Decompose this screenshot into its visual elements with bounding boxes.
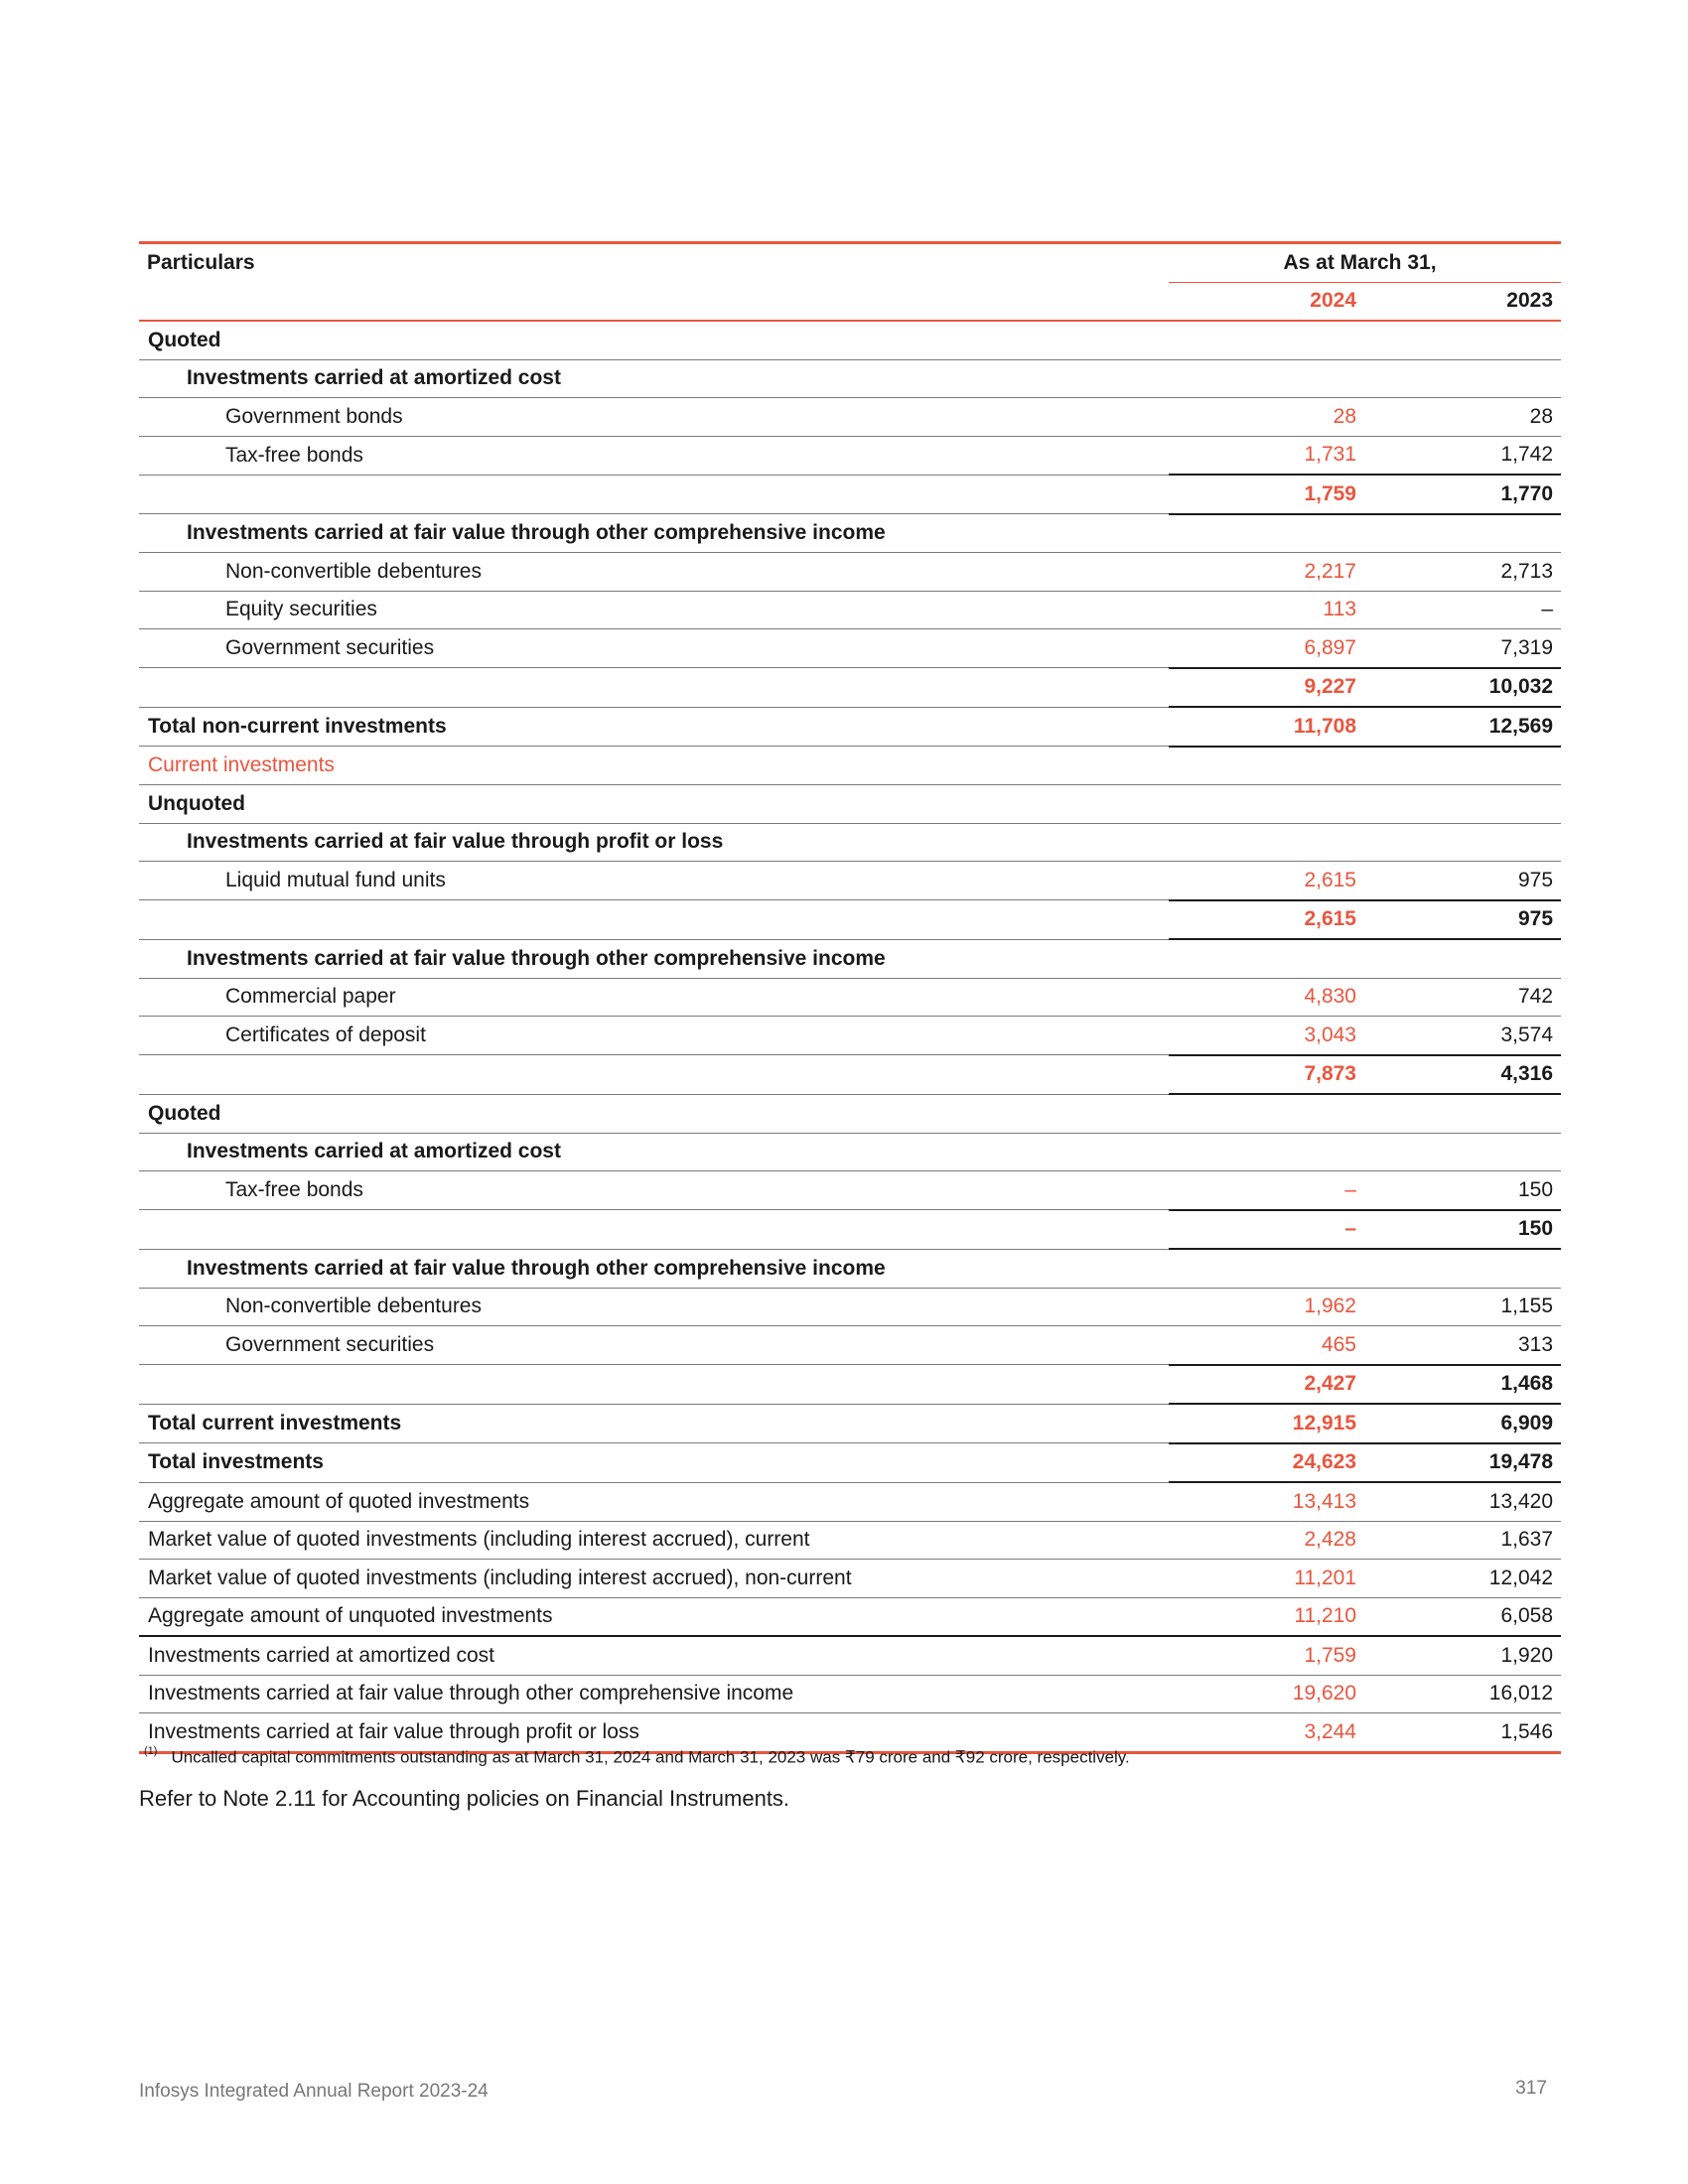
table-row xyxy=(139,1365,1561,1405)
table-row xyxy=(139,1597,1561,1636)
table-row xyxy=(139,785,1561,824)
value-2023: 1,770 xyxy=(1364,475,1561,514)
row-label: Government securities xyxy=(139,629,1169,668)
value-2023: 7,319 xyxy=(1364,629,1561,668)
value-2024: 3,043 xyxy=(1169,1017,1364,1055)
row-label: Total non-current investments xyxy=(139,707,1169,747)
table-row xyxy=(139,514,1561,553)
value-2024: – xyxy=(1169,1171,1364,1210)
footer-report-title: Infosys Integrated Annual Report 2023-24 xyxy=(139,2081,489,2102)
value-2024 xyxy=(1169,747,1364,785)
row-label xyxy=(139,1365,1169,1405)
value-2024: 2,217 xyxy=(1169,553,1364,592)
value-2024: 11,708 xyxy=(1169,707,1364,747)
table-row xyxy=(139,591,1561,629)
footnote-text: Uncalled capital commitments outstanding as at March 31, 2024 and March 31, 2023 was ₹79 crore and ₹92 crore, respectively. xyxy=(171,1747,1130,1767)
row-label: Quoted xyxy=(139,321,1169,359)
value-2023: 742 xyxy=(1364,978,1561,1017)
value-2024 xyxy=(1169,1133,1364,1171)
row-label: Liquid mutual fund units xyxy=(139,862,1169,900)
value-2024 xyxy=(1169,514,1364,553)
value-2023: 28 xyxy=(1364,398,1561,437)
table-row xyxy=(139,1443,1561,1483)
value-2024: 1,962 xyxy=(1169,1288,1364,1326)
value-2024: 2,615 xyxy=(1169,862,1364,900)
table-row xyxy=(139,436,1561,475)
value-2023 xyxy=(1364,1249,1561,1288)
value-2023: 975 xyxy=(1364,900,1561,940)
row-label: Investments carried at amortized cost xyxy=(139,1636,1169,1675)
header-year-2023: 2023 xyxy=(1364,282,1561,321)
value-2024: 28 xyxy=(1169,398,1364,437)
value-2024: 7,873 xyxy=(1169,1055,1364,1095)
row-label: Aggregate amount of quoted investments xyxy=(139,1482,1169,1521)
row-label: Investments carried at amortized cost xyxy=(139,359,1169,398)
value-2023: 13,420 xyxy=(1364,1482,1561,1521)
table-row xyxy=(139,359,1561,398)
value-2024: 113 xyxy=(1169,591,1364,629)
value-2023: 6,058 xyxy=(1364,1597,1561,1636)
table-row xyxy=(139,747,1561,785)
row-label: Government securities xyxy=(139,1326,1169,1365)
footnote-marker: (1) xyxy=(144,1745,158,1757)
table-row xyxy=(139,321,1561,359)
value-2023: 3,574 xyxy=(1364,1017,1561,1055)
value-2023: 1,742 xyxy=(1364,436,1561,475)
table-row xyxy=(139,1326,1561,1365)
row-label: Investments carried at fair value through profit or loss xyxy=(139,1713,1169,1753)
value-2023: 313 xyxy=(1364,1326,1561,1365)
row-label: Total current investments xyxy=(139,1404,1169,1443)
value-2024: 11,201 xyxy=(1169,1560,1364,1598)
table-row xyxy=(139,1171,1561,1210)
header-year-2024: 2024 xyxy=(1169,282,1364,321)
row-label: Investments carried at amortized cost xyxy=(139,1133,1169,1171)
table-row xyxy=(139,900,1561,940)
value-2024: 9,227 xyxy=(1169,668,1364,708)
row-label: Unquoted xyxy=(139,785,1169,824)
value-2023: 2,713 xyxy=(1364,553,1561,592)
value-2023 xyxy=(1364,939,1561,978)
value-2024: 2,615 xyxy=(1169,900,1364,940)
value-2024: 11,210 xyxy=(1169,1597,1364,1636)
table-row xyxy=(139,1249,1561,1288)
value-2023 xyxy=(1364,514,1561,553)
table-row xyxy=(139,668,1561,708)
value-2023 xyxy=(1364,1094,1561,1133)
table-row xyxy=(139,1210,1561,1250)
table-row xyxy=(139,1521,1561,1560)
value-2024 xyxy=(1169,359,1364,398)
value-2024: 2,427 xyxy=(1169,1365,1364,1405)
value-2023: 150 xyxy=(1364,1171,1561,1210)
row-label: Current investments xyxy=(139,747,1169,785)
table-row xyxy=(139,1288,1561,1326)
row-label: Investments carried at fair value through other comprehensive income xyxy=(139,1249,1169,1288)
value-2023 xyxy=(1364,785,1561,824)
header-blank xyxy=(139,282,1169,321)
row-label: Investments carried at fair value through other comprehensive income xyxy=(139,514,1169,553)
value-2024: 13,413 xyxy=(1169,1482,1364,1521)
row-label xyxy=(139,1055,1169,1095)
footnote xyxy=(144,1747,1130,1768)
table-row xyxy=(139,707,1561,747)
table-row xyxy=(139,1094,1561,1133)
table-header-row xyxy=(139,243,1561,283)
table-year-header-row xyxy=(139,282,1561,321)
table-row xyxy=(139,553,1561,592)
value-2024: – xyxy=(1169,1210,1364,1250)
value-2024: 12,915 xyxy=(1169,1404,1364,1443)
table-row xyxy=(139,823,1561,862)
row-label xyxy=(139,475,1169,514)
value-2023: 1,155 xyxy=(1364,1288,1561,1326)
value-2023: 4,316 xyxy=(1364,1055,1561,1095)
row-label: Aggregate amount of unquoted investments xyxy=(139,1597,1169,1636)
investments-table-section xyxy=(139,241,1561,1754)
table-row xyxy=(139,1482,1561,1521)
row-label: Tax-free bonds xyxy=(139,1171,1169,1210)
row-label: Total investments xyxy=(139,1443,1169,1483)
value-2023: 1,920 xyxy=(1364,1636,1561,1675)
value-2023: 1,637 xyxy=(1364,1521,1561,1560)
value-2023: – xyxy=(1364,591,1561,629)
table-row xyxy=(139,1404,1561,1443)
value-2023 xyxy=(1364,359,1561,398)
investments-table xyxy=(139,241,1561,1754)
value-2023: 19,478 xyxy=(1364,1443,1561,1483)
row-label: Tax-free bonds xyxy=(139,436,1169,475)
table-row xyxy=(139,1055,1561,1095)
row-label: Investments carried at fair value through other comprehensive income xyxy=(139,939,1169,978)
value-2024 xyxy=(1169,785,1364,824)
row-label xyxy=(139,900,1169,940)
value-2024: 4,830 xyxy=(1169,978,1364,1017)
table-row xyxy=(139,1675,1561,1713)
value-2023: 975 xyxy=(1364,862,1561,900)
value-2023: 10,032 xyxy=(1364,668,1561,708)
row-label: Government bonds xyxy=(139,398,1169,437)
accounting-policy-note: Refer to Note 2.11 for Accounting policies on Financial Instruments. xyxy=(139,1786,790,1811)
row-label xyxy=(139,1210,1169,1250)
value-2024: 19,620 xyxy=(1169,1675,1364,1713)
value-2024 xyxy=(1169,1094,1364,1133)
value-2024: 3,244 xyxy=(1169,1713,1364,1753)
value-2024 xyxy=(1169,823,1364,862)
table-row xyxy=(139,978,1561,1017)
table-row xyxy=(139,629,1561,668)
value-2024: 2,428 xyxy=(1169,1521,1364,1560)
value-2023: 6,909 xyxy=(1364,1404,1561,1443)
value-2024 xyxy=(1169,939,1364,978)
value-2024: 1,731 xyxy=(1169,436,1364,475)
row-label: Market value of quoted investments (including interest accrued), current xyxy=(139,1521,1169,1560)
row-label: Non-convertible debentures xyxy=(139,553,1169,592)
table-row xyxy=(139,939,1561,978)
table-row xyxy=(139,1636,1561,1675)
value-2023: 12,042 xyxy=(1364,1560,1561,1598)
value-2024 xyxy=(1169,1249,1364,1288)
table-row xyxy=(139,1133,1561,1171)
value-2024: 1,759 xyxy=(1169,1636,1364,1675)
row-label: Investments carried at fair value through profit or loss xyxy=(139,823,1169,862)
header-particulars: Particulars xyxy=(139,243,1169,283)
row-label: Investments carried at fair value through other comprehensive income xyxy=(139,1675,1169,1713)
row-label: Non-convertible debentures xyxy=(139,1288,1169,1326)
value-2024: 1,759 xyxy=(1169,475,1364,514)
table-row xyxy=(139,862,1561,900)
row-label: Equity securities xyxy=(139,591,1169,629)
table-row xyxy=(139,475,1561,514)
value-2024: 465 xyxy=(1169,1326,1364,1365)
table-row xyxy=(139,1560,1561,1598)
value-2023 xyxy=(1364,321,1561,359)
value-2023 xyxy=(1364,823,1561,862)
value-2023: 12,569 xyxy=(1364,707,1561,747)
value-2023: 16,012 xyxy=(1364,1675,1561,1713)
value-2023: 1,546 xyxy=(1364,1713,1561,1753)
table-row xyxy=(139,1017,1561,1055)
value-2023 xyxy=(1364,1133,1561,1171)
value-2024: 24,623 xyxy=(1169,1443,1364,1483)
value-2024: 6,897 xyxy=(1169,629,1364,668)
page-number: 317 xyxy=(1515,2078,1547,2099)
row-label: Certificates of deposit xyxy=(139,1017,1169,1055)
row-label: Quoted xyxy=(139,1094,1169,1133)
value-2023: 150 xyxy=(1364,1210,1561,1250)
row-label: Market value of quoted investments (including interest accrued), non-current xyxy=(139,1560,1169,1598)
value-2023 xyxy=(1364,747,1561,785)
table-row xyxy=(139,398,1561,437)
row-label: Commercial paper xyxy=(139,978,1169,1017)
row-label xyxy=(139,668,1169,708)
value-2023: 1,468 xyxy=(1364,1365,1561,1405)
header-as-at: As at March 31, xyxy=(1169,243,1561,283)
value-2024 xyxy=(1169,321,1364,359)
